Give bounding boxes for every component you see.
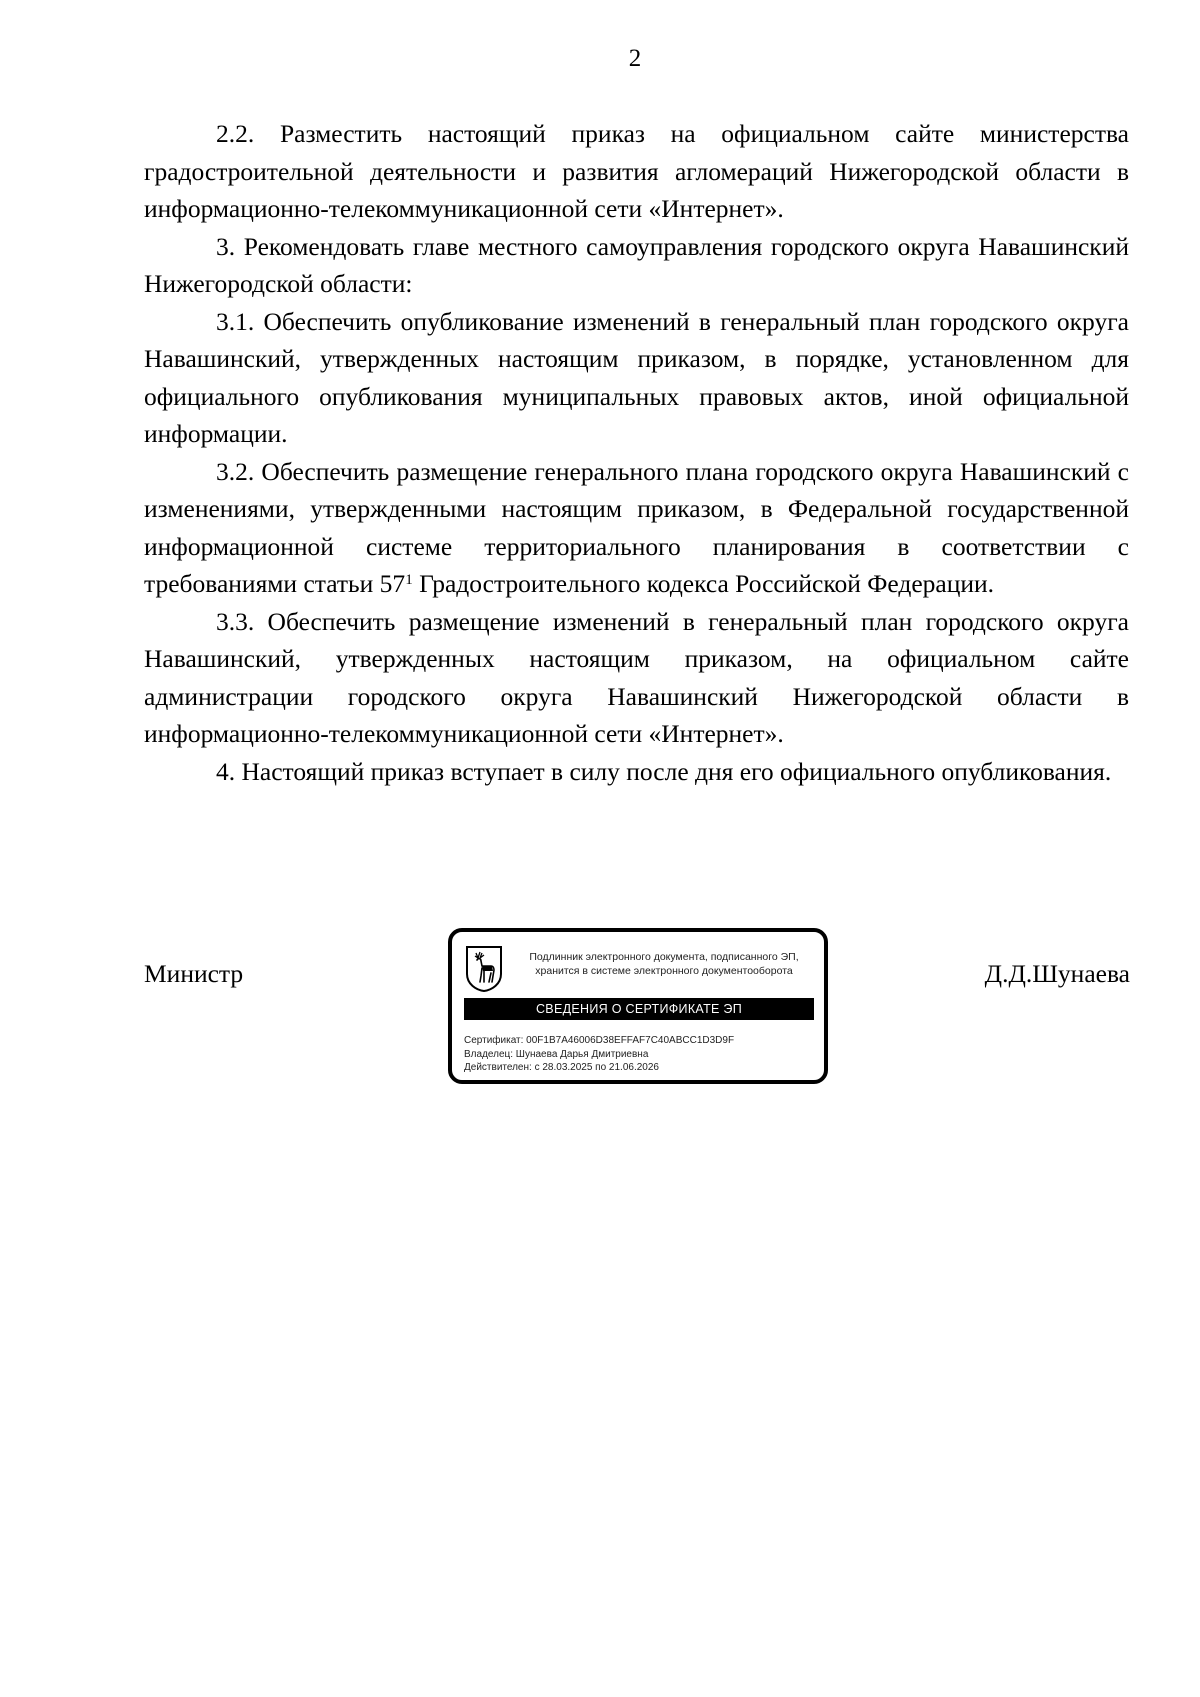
deer-emblem-icon (466, 946, 502, 992)
certificate-validity: Действителен: с 28.03.2025 по 21.06.2026 (464, 1062, 659, 1073)
electronic-signature-stamp (448, 928, 828, 1084)
paragraph-3-1: 3.1. Обеспечить опубликование изменений в генеральный план городского округа Навашинский, утвержденных настоящим приказом, в порядке, установленном для официального опубликования муниципальных правовых актов, иной официальной информации. (144, 306, 1129, 448)
paragraph-3: 3. Рекомендовать главе местного самоуправления городского округа Навашинский Нижегородской области: (144, 231, 1129, 298)
certificate-owner: Владелец: Шунаева Дарья Дмитриевна (464, 1048, 649, 1060)
document-body (144, 115, 1129, 790)
article-superscript: 1 (405, 571, 413, 588)
paragraph-3-2-text-end: Градостроительного кодекса Российской Федерации. (412, 569, 995, 598)
certificate-details (464, 1034, 814, 1075)
signer-position: Министр (144, 959, 244, 988)
paragraph-3-3: 3.3. Обеспечить размещение изменений в генеральный план городского округа Навашинский, утвержденных настоящим приказом, на официальном сайте администрации городского округа Навашинский Нижегородской области в информационно-телекоммуникационной сети «Интернет». (144, 606, 1129, 748)
signer-name: Д.Д.Шунаева (984, 959, 1130, 988)
paragraph-2-2: 2.2. Разместить настоящий приказ на официальном сайте министерства градостроительной деятельности и развития агломераций Нижегородской области в информационно-телекоммуникационной сети «Интернет». (144, 119, 1129, 223)
paragraph-3-2 (144, 453, 1129, 603)
stamp-note-line: хранится в системе электронного документооборота (535, 965, 793, 977)
page-number: 2 (628, 45, 642, 72)
certificate-banner: СВЕДЕНИЯ О СЕРТИФИКАТЕ ЭП (464, 998, 814, 1020)
stamp-note-line: Подлинник электронного документа, подписанного ЭП, (529, 951, 799, 963)
paragraph-3-2-text: 3.2. Обеспечить размещение генерального плана городского округа Навашинский с изменениями, утвержденными настоящим приказом, в Федеральной государственной информационной системе территориального планирования в соответствии с требованиями статьи 57 (144, 456, 1129, 598)
stamp-note (514, 950, 814, 978)
emblem-shield-graphic (466, 946, 502, 992)
paragraph-4: 4. Настоящий приказ вступает в силу после дня его официального опубликования. (216, 756, 1112, 786)
certificate-number: Сертификат: 00F1B7A46006D38EFFAF7C40ABCC1D3D9F (464, 1035, 735, 1046)
